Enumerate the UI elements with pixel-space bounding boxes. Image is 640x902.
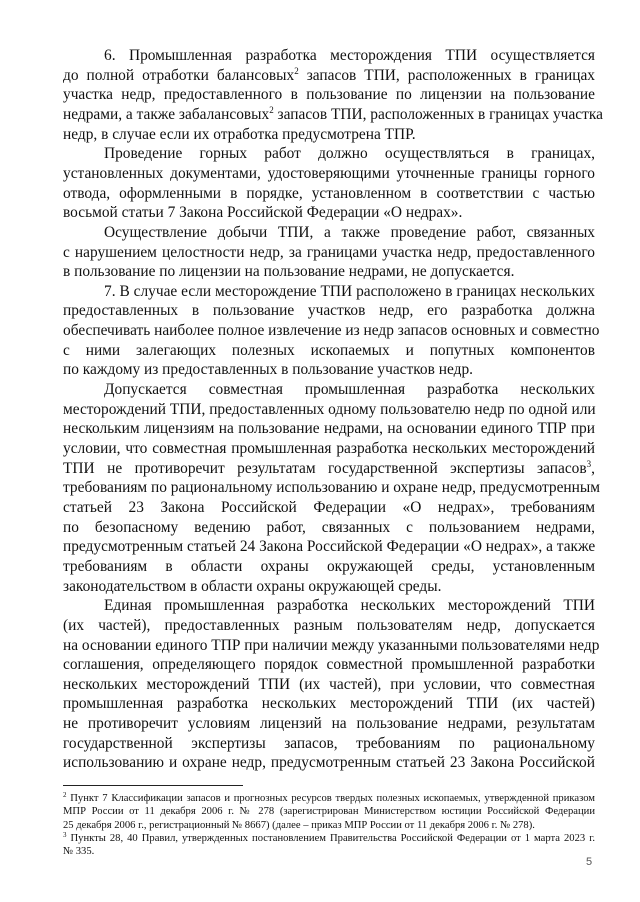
body-text: (их частей), предоставленных разным пользователям недр, допускается <box>63 616 595 634</box>
body-line <box>63 714 595 734</box>
page-number: 5 <box>586 856 593 868</box>
body-line <box>63 518 595 538</box>
body-line <box>63 694 595 714</box>
body-text: 6. Промышленная разработка месторождения ТПИ осуществляется <box>104 47 595 64</box>
body-line <box>63 125 595 145</box>
footnote-ref: 2 <box>269 104 274 115</box>
footnote-ref: 2 <box>294 65 299 76</box>
body-line <box>63 419 595 439</box>
body-text: промышленная разработка нескольких месторождений ТПИ (их частей) <box>63 695 595 713</box>
body-text: требованиям в области охраны окружающей среды, установленным <box>63 557 595 575</box>
body-text: требованиям по рациональному использованию и охране недр, предусмотренным <box>63 479 600 497</box>
body-text: недр, в случае если их отработка предусмотрена ТПР. <box>63 125 416 143</box>
footnote-text: Пункт 7 Классификации запасов и прогнозных ресурсов твердых полезных ископаемых, утвержденной приказом <box>66 793 595 804</box>
body-text: нескольких месторождений ТПИ (их частей), при условии, что совместная <box>63 675 595 693</box>
body-text: , <box>591 459 595 477</box>
footnote-text: МПР России от 11 декабря 2006 г. № 278 (зарегистрирован Министерством юстиции Российской Федерации <box>63 806 595 818</box>
body-text: участка недр, предоставленного в пользование по лицензии на пользование <box>63 86 595 104</box>
body-text: использованию и охране недр, предусмотренным статьей 23 Закона Российской <box>63 754 595 772</box>
body-line <box>63 616 595 636</box>
body-line <box>63 498 595 518</box>
body-text: с нарушением целостности недр, за границами участка недр, предоставленного <box>63 243 595 261</box>
footnote-text: Пункты 28, 40 Правил, утвержденных постановлением Правительства Российской Федерации от 1 марта 2023 г. <box>66 832 595 844</box>
body-line <box>63 400 595 420</box>
body-line <box>63 341 595 361</box>
footnote-line <box>63 832 595 845</box>
body-line <box>63 321 600 341</box>
body-line <box>104 596 595 616</box>
body-line <box>63 85 595 105</box>
footnote-ref: 3 <box>586 458 592 469</box>
body-line <box>63 184 595 204</box>
body-text: обеспечивать наиболее полное извлечение из недр запасов основных и совместно <box>63 322 600 340</box>
body-line <box>63 360 595 380</box>
body-text: 7. В случае если месторождение ТПИ расположено в границах нескольких <box>104 282 595 300</box>
body-text: не противоречит условиям лицензий на пользование недрами, результатам <box>63 715 595 733</box>
body-line <box>104 144 595 164</box>
body-line <box>63 636 600 656</box>
body-line <box>63 537 595 557</box>
body-text: Проведение горных работ должно осуществляться в границах, <box>104 145 595 163</box>
body-text: месторождений ТПИ, предоставленных одному пользователю недр по одной или <box>63 400 596 418</box>
body-line <box>63 164 595 184</box>
body-text: Осуществление добычи ТПИ, а также проведение работ, связанных <box>104 223 595 241</box>
body-line <box>63 203 595 223</box>
footnote-line <box>63 845 595 858</box>
body-text: по каждому из предоставленных в пользование участков недр. <box>63 361 473 379</box>
body-text: Единая промышленная разработка нескольких месторождений ТПИ <box>104 597 595 615</box>
footnote-line <box>63 805 595 818</box>
body-text: ТПИ не противоречит результатам государственной экспертизы запасов <box>63 459 587 477</box>
footnote-ref: 3 <box>63 830 67 839</box>
body-line <box>63 243 595 263</box>
body-line <box>63 66 595 86</box>
footnote-ref: 2 <box>63 791 67 799</box>
body-text: до полной отработки балансовых <box>63 66 295 84</box>
body-text: запасов ТПИ, расположенных в границах <box>298 66 595 84</box>
body-line <box>63 557 595 577</box>
body-text: нескольким лицензиям на пользование недрами, на основании единого ТПР при <box>63 420 595 438</box>
body-text: недрами, а также забалансовых <box>63 105 270 123</box>
footnote-line <box>63 819 595 832</box>
body-line <box>63 753 595 773</box>
body-text: отвода, оформленными в порядке, установленном в соответствии с частью <box>63 184 595 202</box>
footnote-line <box>63 792 595 805</box>
body-text: статьей 23 Закона Российской Федерации «О недрах», требованиям <box>63 498 595 516</box>
body-line <box>63 301 595 321</box>
body-text: в пользование по лицензии на пользование недрами, не допускается. <box>63 263 515 281</box>
body-line <box>104 46 595 66</box>
body-text: государственной экспертизы запасов, требованиям по рациональному <box>63 734 595 752</box>
footnote-text: № 335. <box>63 846 95 858</box>
body-line <box>63 104 603 125</box>
body-line <box>63 577 595 597</box>
body-text: законодательством в области охраны окружающей среды. <box>63 577 442 595</box>
footnote-text: 25 декабря 2006 г., регистрационный № 8667) (далее – приказ МПР России от 11 декабря 2006 г. № 278). <box>63 819 535 831</box>
body-text: запасов ТПИ, расположенных в границах участка <box>273 105 603 123</box>
body-line <box>63 478 600 498</box>
body-text: предоставленных в пользование участков недр, его разработка должна <box>63 302 595 320</box>
body-text: установленных документами, удостоверяющими уточненные границы горного <box>63 164 595 182</box>
body-line <box>63 655 595 675</box>
body-line <box>63 734 595 754</box>
body-text: на основании единого ТПР при наличии между указанными пользователями недр <box>63 636 600 654</box>
body-text: по безопасному ведению работ, связанных с пользованием недрами, <box>63 518 595 536</box>
body-text: соглашения, определяющего порядок совместной промышленной разработки <box>63 656 595 674</box>
body-line <box>63 459 595 479</box>
body-text: с ними залегающих полезных ископаемых и попутных компонентов <box>63 341 595 359</box>
body-text: условии, что совместная промышленная разработка нескольких месторождений <box>63 440 595 457</box>
body-line <box>104 223 595 243</box>
body-line <box>63 439 595 459</box>
footnote-separator <box>63 785 243 786</box>
body-line <box>104 380 595 400</box>
body-text: восьмой статьи 7 Закона Российской Федерации «О недрах». <box>63 204 463 222</box>
body-line <box>63 675 595 695</box>
body-text: предусмотренным статьей 24 Закона Российской Федерации «О недрах», а также <box>63 538 596 556</box>
body-line <box>104 282 595 302</box>
body-text: Допускается совместная промышленная разработка нескольких <box>104 381 595 399</box>
body-line <box>63 262 595 282</box>
